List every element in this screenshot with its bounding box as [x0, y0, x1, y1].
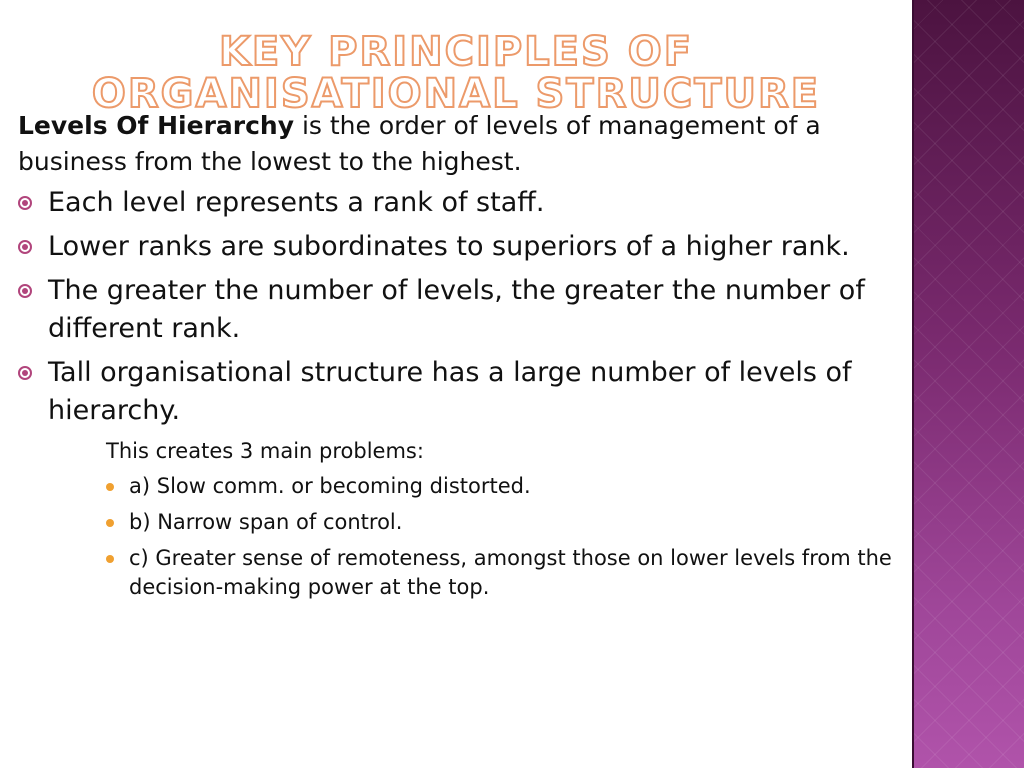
sub-bullet-item — [106, 472, 898, 501]
circled-dot-bullet-icon — [18, 240, 32, 254]
bullet-item — [18, 228, 898, 266]
bullet-item — [18, 272, 898, 348]
intro-paragraph — [18, 108, 898, 180]
circled-dot-bullet-icon — [18, 196, 32, 210]
decorative-side-band — [912, 0, 1024, 768]
sub-bullet-list — [106, 472, 898, 602]
bullet-item — [18, 354, 898, 430]
intro-text: is the order of levels of management of a business from the lowest to the highest. — [18, 111, 821, 176]
title-line-1: KEY PRINCIPLES OF — [218, 28, 694, 75]
bullet-text: Lower ranks are subordinates to superiors of a higher rank. — [48, 231, 850, 262]
bullet-text: Tall organisational structure has a large number of levels of hierarchy. — [48, 357, 852, 426]
sub-block — [106, 436, 898, 602]
small-dot-bullet-icon — [106, 519, 114, 527]
slide-title — [0, 28, 912, 117]
small-dot-bullet-icon — [106, 555, 114, 563]
bullet-text: Each level represents a rank of staff. — [48, 187, 545, 218]
sub-bullet-text: b) Narrow span of control. — [129, 510, 403, 534]
bullet-list — [18, 184, 898, 430]
title-line-2: ORGANISATIONAL STRUCTURE — [91, 70, 821, 117]
sub-bullet-item — [106, 544, 898, 602]
slide-content — [18, 108, 898, 609]
sub-heading: This creates 3 main problems: — [106, 439, 424, 463]
circled-dot-bullet-icon — [18, 366, 32, 380]
circled-dot-bullet-icon — [18, 284, 32, 298]
intro-term: Levels Of Hierarchy — [18, 111, 295, 140]
sub-bullet-text: a) Slow comm. or becoming distorted. — [129, 474, 531, 498]
bullet-item — [18, 184, 898, 222]
bullet-text: The greater the number of levels, the greater the number of different rank. — [48, 275, 865, 344]
small-dot-bullet-icon — [106, 483, 114, 491]
sub-bullet-text: c) Greater sense of remoteness, amongst those on lower levels from the decision-making power at the top. — [129, 546, 892, 599]
sub-bullet-item — [106, 508, 898, 537]
